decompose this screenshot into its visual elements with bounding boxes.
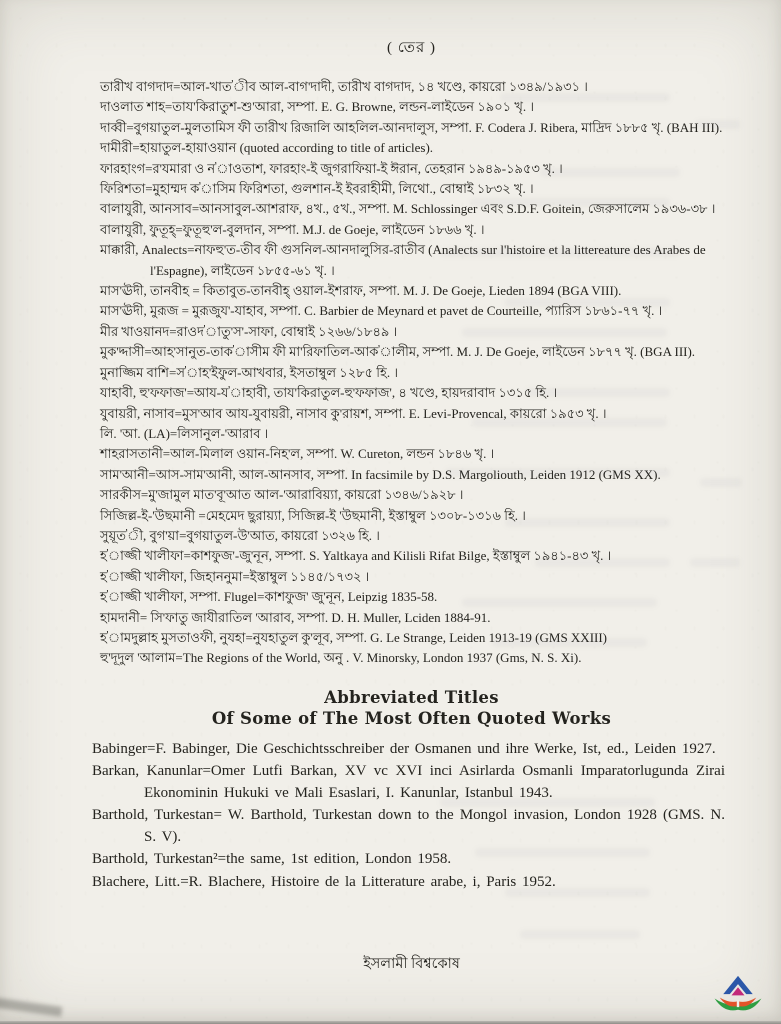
- abbreviated-title-entry: Barthold, Turkestan= W. Barthold, Turkestan down to the Mongol invasion, London 1928 (GMS. N. S. V).: [92, 807, 725, 845]
- bibliography-entry: তারীখ বাগদাদ=আল-খাত'ীব আল-বাগ'দাদী, তারীখ বাগদাদ, ১৪ খণ্ডে, কায়রো ১৩৪৯/১৯৩১ ।: [100, 79, 588, 94]
- bibliography-entry: লি. 'আ. (LA)=লিসানুল-'আরাব ।: [100, 425, 269, 441]
- bibliography-entry: সারকীস=মু'জামুল মাত'বূ'আত আল-'আরাবিয়্যা, কায়রো ১৩৪৬/১৯২৮ ।: [100, 487, 464, 503]
- bibliography-entry: বালাযুরী, ফুতূহ্=ফুতূহু'ল-বুলদান, সম্পা. M.J. de Goeje, লাইডেন ১৮৬৬ খৃ. ।: [100, 221, 485, 237]
- section-heading-line2: Of Some of The Most Often Quoted Works: [211, 708, 612, 728]
- bibliography-entry: ফিরিশতা=মুহাম্মদ ক'াসিম ফিরিশতা, গুলশান-ই ইবরাহীমী, লিথো., বোম্বাই ১৮৩২ খৃ. ।: [100, 181, 534, 197]
- bibliography-entry: হামদানী= সি'ফাতু জাযীরাতিল 'আরাব, সম্পা. D. H. Muller, Lciden 1884-91.: [100, 609, 491, 625]
- bibliography-entry: যুবায়রী, নাসাব=মুস'আব আয-যুবায়রী, নাসাব কু'রায়শ, সম্পা. E. Levi-Provencal, কায়রো ১৯৫৩ খৃ. ।: [100, 405, 607, 421]
- abbreviated-title-entry: Babinger=F. Babinger, Die Geschichtsschreiber der Osmanen und ihre Werke, Ist, ed., Leiden 1927.: [92, 740, 716, 757]
- bibliography-entry: হ'াজ্জী খালীফা, জিহাননুমা=ইস্তাম্বুল ১১৪৫/১৭৩২ ।: [100, 568, 370, 584]
- page-number: ( তের ): [386, 40, 437, 56]
- scan-edge-artifact: [0, 997, 62, 1017]
- bibliography-entry: শাহরাসতানী=আল-মিলাল ওয়ান-নিহ'ল, সম্পা. W. Cureton, লন্ডন ১৮৪৬ খৃ. ।: [100, 446, 495, 462]
- bibliography-entry: হ'াজ্জী খালীফা, সম্পা. Flugel=কাশফুজ' জু'নূন, Leipzig 1835-58.: [100, 589, 438, 605]
- bibliography-entry: মাস'ঊদী, তানবীহ = কিতাবুত-তানবীহ্ ওয়াল-ইশরাফ, সম্পা. M. J. De Goeje, Lieden 1894 (BGA VIII).: [100, 283, 622, 299]
- bibliography-entry: যাহাবী, হু'ফফাজ'=আয-য'াহাবী, তায'কিরাতুল-হু'ফফাজ', ৪ খণ্ডে, হায়দরাবাদ ১৩১৫ হি. ।: [100, 385, 558, 401]
- bibliography-entry: সুয়ূত'ী, বুগ'য়া=বুগয়াতুল-উ'আত, কায়রো ১৩২৬ হি. ।: [100, 527, 380, 543]
- bibliography-entry: মাস'ঊদী, মুরূজ = মুরূজুয'-যাহাব, সম্পা. C. Barbier de Meynard et pavet de Courteille, প্যারিস ১৮৬১-৭৭ খৃ. ।: [100, 303, 663, 319]
- bibliography-entry: বালাযুরী, আনসাব=আনসাবুল-আশরাফ, ৪খ., ৫খ., সম্পা. M. Schlossinger এবং S.D.F. Goitein, জেরুসালেম ১৯৩৬-৩৮ ।: [100, 201, 716, 217]
- abbreviated-title-entry: Blachere, Litt.=R. Blachere, Histoire de la Litterature arabe, i, Paris 1952.: [92, 873, 556, 890]
- bibliography-entry: সাম'আনী=আস-সাম'আনী, আল-আনসাব, সম্পা. In facsimile by D.S. Margoliouth, Leiden 1912 (GMS XX).: [100, 466, 661, 482]
- bibliography-entry: দাওলাত শাহ=তায'কিরাতুশ-শু'আরা, সম্পা. E. G. Browne, লন্ডন-লাইডেন ১৯০১ খৃ. ।: [100, 99, 535, 115]
- bibliography-entry: মাক্কারী, Analects=নাফহু'ত-তীব ফী গুসনিল-আনদালুসির-রাতীব (Analects sur l'histoire et la littereature des Arabes de l'Espagne), লাইডেন ১৮৫৫-৬১ খৃ. ।: [100, 242, 706, 278]
- bibliography-entry: হ'াজ্জী খালীফা=কাশফুজ'-জু'নূন, সম্পা. S. Yaltkaya and Kilisli Rifat Bilge, ইস্তাম্বুল ১৯৪১-৪৩ খৃ. ।: [100, 548, 612, 564]
- bibliography-entry: মীর খাওয়ানদ=রাওদ'াতু'স'-সাফা, বোম্বাই ১২৬৬/১৮৪৯ ।: [100, 323, 398, 339]
- abbreviated-title-entry: Barkan, Kanunlar=Omer Lutfi Barkan, XV vc XVI inci Asirlarda Osmanli Imparatorlugunda Zirai Ekonominin Hukuki ve Mali Esaslari, I. Kanunlar, Istanbul 1943.: [92, 763, 725, 801]
- bibliography-list: [0, 77, 781, 669]
- bibliography-entry: মুক'দ্দাসী=আহ'সানুত-তাক'াসীম ফী মা'রিফাতিল-আক'ালীম, সম্পা. M. J. De Goeje, লাইডেন ১৮৭৭ খৃ. (BGA III).: [100, 344, 696, 360]
- bibliography-entry: দামীরী=হায়াতুল-হায়াওয়ান (quoted according to title of articles).: [100, 140, 434, 156]
- section-heading-line1: Abbreviated Titles: [324, 687, 499, 707]
- bibliography-entry: দাব্বী=বুগয়াতুল-মুলতামিস ফী তারীখ রিজালি আহলিল-আনদালুস, সম্পা. F. Codera J. Ribera, মাদ্রিদ ১৮৮৫ খৃ. (BAH III).: [100, 119, 723, 135]
- bibliography-entry: হু'দূদুল 'আলাম=The Regions of the World, অনু . V. Minorsky, London 1937 (Gms, N. S. Xi).: [100, 650, 582, 666]
- footer-book-title: ইসলামী বিশ্বকোষ: [363, 956, 460, 972]
- bibliography-entry: ফারহাংগ=র'যমারা ও ন'াওতাশ, ফারহাং-ই জুগরাফিয়া-ই ঈরান, তেহরান ১৯৪৯-১৯৫৩ খৃ. ।: [100, 160, 563, 176]
- section-heading: [0, 687, 781, 729]
- abbreviated-title-entry: Barthold, Turkestan²=the same, 1st edition, London 1958.: [92, 851, 452, 868]
- bibliography-entry: সিজিল্ল-ই-'উছমানী =মেহমেদ ছুরায়্যা, সিজিল্ল-ই 'উছমানী, ইস্তাম্বুল ১৩০৮-১৩১৬ হি. ।: [100, 507, 526, 523]
- abbreviated-titles-list: [0, 739, 781, 894]
- publisher-open-book-logo-icon: [712, 972, 764, 1018]
- bibliography-entry: হ'ামদুল্লাহ মুসতাওফী, নুযহা=নুযহাতুল কু'লূব, সম্পা. G. Le Strange, Leiden 1913-19 (GMS XXIII): [100, 629, 608, 645]
- ghost-text-streak: [520, 930, 640, 939]
- bibliography-entry: মুনাজ্জিম বাশি=স'াহ'ইফুল-আখবার, ইসতাম্বুল ১২৮৫ হি. ।: [100, 364, 398, 380]
